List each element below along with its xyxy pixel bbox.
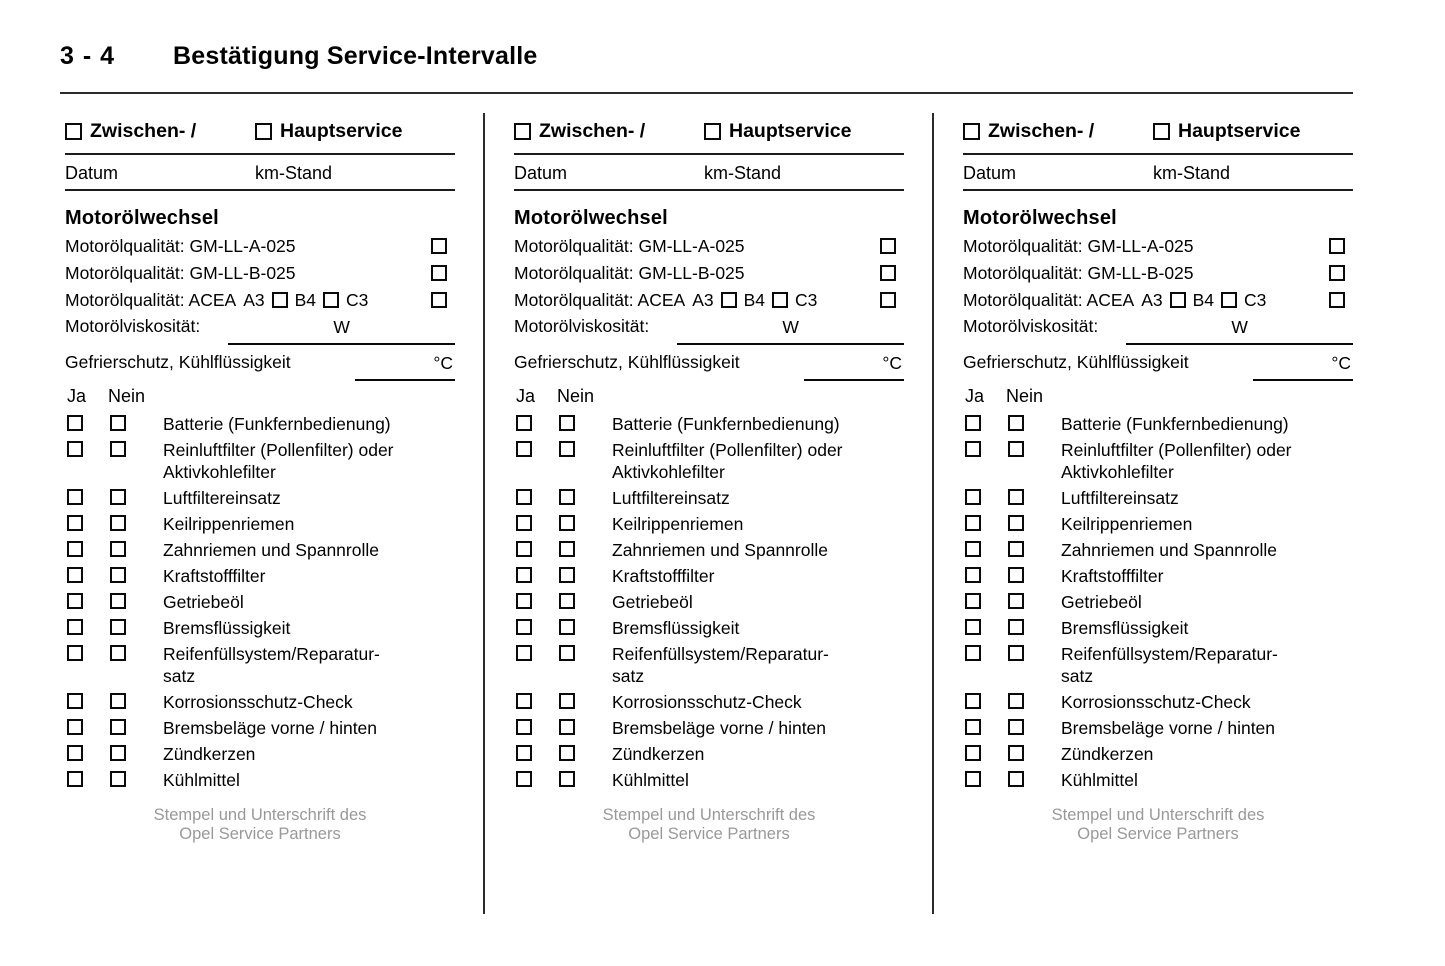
hauptservice-checkbox[interactable] xyxy=(255,123,272,140)
nein-checkbox[interactable] xyxy=(110,719,126,735)
nein-checkbox[interactable] xyxy=(110,745,126,761)
checklist-row xyxy=(514,717,904,739)
nein-checkbox[interactable] xyxy=(1008,745,1024,761)
coolant-row xyxy=(963,352,1353,381)
checklist-item-label: Bremsbeläge vorne / hinten xyxy=(163,718,378,738)
oil-quality-a-label: Motorölqualität: GM-LL-A-025 xyxy=(963,235,1194,256)
nein-checkbox[interactable] xyxy=(1008,489,1024,505)
checklist-item-label: Korrosionsschutz-Check xyxy=(612,692,802,712)
nein-checkbox[interactable] xyxy=(1008,567,1024,583)
ja-checkbox[interactable] xyxy=(965,719,981,735)
nein-checkbox[interactable] xyxy=(1008,441,1024,457)
nein-checkbox[interactable] xyxy=(559,489,575,505)
acea-label: Motorölqualität: ACEA xyxy=(65,289,237,310)
nein-column-label: Nein xyxy=(108,386,146,406)
nein-checkbox[interactable] xyxy=(559,745,575,761)
coolant-unit: °C xyxy=(882,353,902,373)
section-number: 3 - 4 xyxy=(60,42,116,70)
ja-checkbox[interactable] xyxy=(516,693,532,709)
acea-option-a3-label: A3 xyxy=(1141,289,1163,310)
checklist-row xyxy=(963,743,1353,765)
service-card xyxy=(65,113,455,914)
checklist-row xyxy=(514,413,904,435)
acea-quality-row xyxy=(65,289,455,311)
ja-checkbox[interactable] xyxy=(516,719,532,735)
nein-checkbox[interactable] xyxy=(110,541,126,557)
hauptservice-checkbox[interactable] xyxy=(704,123,721,140)
checklist-row xyxy=(963,413,1353,435)
checklist-item-label: Keilrippenriemen xyxy=(163,514,295,534)
date-label: Datum xyxy=(514,163,568,183)
acea-quality-row xyxy=(963,289,1353,311)
viscosity-unit: W xyxy=(1231,317,1248,337)
zwischenservice-checkbox[interactable] xyxy=(65,123,82,140)
nein-checkbox[interactable] xyxy=(1008,415,1024,431)
checklist-item-label: Zahnriemen und Spannrolle xyxy=(612,540,828,560)
header-divider xyxy=(514,153,904,155)
record-fields-row xyxy=(963,163,1353,183)
ja-checkbox[interactable] xyxy=(965,745,981,761)
nein-checkbox[interactable] xyxy=(559,415,575,431)
checklist-item-label: Bremsbeläge vorne / hinten xyxy=(1061,718,1276,738)
viscosity-label: Motorölviskosität: xyxy=(963,316,1099,336)
ja-checkbox[interactable] xyxy=(516,567,532,583)
nein-column-label: Nein xyxy=(1006,386,1044,406)
ja-checkbox[interactable] xyxy=(965,645,981,661)
ja-checkbox[interactable] xyxy=(67,593,83,609)
coolant-row xyxy=(514,352,904,381)
nein-checkbox[interactable] xyxy=(559,515,575,531)
oil-quality-row-a xyxy=(514,235,904,257)
service-type-header xyxy=(514,120,904,143)
oil-quality-row-b xyxy=(963,262,1353,284)
checklist-row xyxy=(514,617,904,639)
zwischenservice-option xyxy=(514,120,704,143)
checklist-item-label: Reifenfüllsystem/Reparatur- satz xyxy=(1061,644,1278,686)
nein-checkbox[interactable] xyxy=(110,489,126,505)
ja-checkbox[interactable] xyxy=(67,441,83,457)
date-label: Datum xyxy=(65,163,119,183)
nein-checkbox[interactable] xyxy=(559,693,575,709)
oil-quality-b-checkbox[interactable] xyxy=(431,265,447,281)
ja-checkbox[interactable] xyxy=(516,771,532,787)
checklist xyxy=(963,413,1353,791)
nein-checkbox[interactable] xyxy=(110,645,126,661)
oil-quality-a-label: Motorölqualität: GM-LL-A-025 xyxy=(514,235,745,256)
checklist xyxy=(65,413,455,791)
hauptservice-label: Hauptservice xyxy=(729,120,852,142)
checklist-row xyxy=(963,717,1353,739)
checklist-item-label: Batterie (Funkfernbedienung) xyxy=(163,414,391,434)
hauptservice-option xyxy=(704,120,904,143)
ja-checkbox[interactable] xyxy=(965,567,981,583)
nein-column-label: Nein xyxy=(557,386,595,406)
acea-option-c3-label: C3 xyxy=(1244,289,1267,310)
yes-no-header xyxy=(514,386,904,406)
hauptservice-checkbox[interactable] xyxy=(1153,123,1170,140)
viscosity-label: Motorölviskosität: xyxy=(65,316,201,336)
checklist-row xyxy=(963,617,1353,639)
checklist-row xyxy=(514,439,904,483)
zwischenservice-label: Zwischen- / xyxy=(988,120,1095,142)
nein-checkbox[interactable] xyxy=(1008,719,1024,735)
viscosity-label: Motorölviskosität: xyxy=(514,316,650,336)
nein-checkbox[interactable] xyxy=(110,415,126,431)
ja-column-label: Ja xyxy=(516,386,536,406)
ja-checkbox[interactable] xyxy=(516,441,532,457)
checklist-item-label: Getriebeöl xyxy=(1061,592,1142,612)
nein-checkbox[interactable] xyxy=(1008,593,1024,609)
acea-option-b4-label: B4 xyxy=(294,289,317,310)
service-type-header xyxy=(963,120,1353,143)
ja-checkbox[interactable] xyxy=(516,645,532,661)
checklist-row xyxy=(65,717,455,739)
acea-option-a3-checkbox[interactable] xyxy=(721,292,737,308)
nein-checkbox[interactable] xyxy=(559,441,575,457)
coolant-fill-line[interactable] xyxy=(355,352,455,381)
checklist-item-label: Keilrippenriemen xyxy=(612,514,744,534)
viscosity-row xyxy=(65,316,455,345)
viscosity-row xyxy=(963,316,1353,345)
ja-column-label: Ja xyxy=(965,386,985,406)
checklist-item-label: Reinluftfilter (Pollenfilter) oder Aktivkohlefilter xyxy=(1061,440,1292,482)
nein-checkbox[interactable] xyxy=(1008,541,1024,557)
coolant-label: Gefrierschutz, Kühlflüssigkeit xyxy=(514,352,740,372)
checklist-row xyxy=(963,769,1353,791)
viscosity-row xyxy=(514,316,904,345)
page-header xyxy=(60,42,1413,71)
acea-option-b4-checkbox[interactable] xyxy=(323,292,339,308)
ja-checkbox[interactable] xyxy=(965,515,981,531)
record-fields-divider xyxy=(514,189,904,191)
oil-quality-a-checkbox[interactable] xyxy=(1329,238,1345,254)
ja-checkbox[interactable] xyxy=(965,489,981,505)
stamp-note-line-1: Stempel und Unterschrift des xyxy=(1051,806,1265,824)
acea-option-c3-checkbox[interactable] xyxy=(880,292,896,308)
acea-option-b4-label: B4 xyxy=(1192,289,1215,310)
acea-label: Motorölqualität: ACEA xyxy=(514,289,686,310)
oil-quality-b-label: Motorölqualität: GM-LL-B-025 xyxy=(65,262,296,283)
stamp-note xyxy=(514,806,904,843)
checklist-row xyxy=(963,591,1353,613)
checklist-row xyxy=(65,439,455,483)
coolant-fill-line[interactable] xyxy=(804,352,904,381)
ja-checkbox[interactable] xyxy=(67,515,83,531)
checklist-row xyxy=(65,617,455,639)
record-fields-divider xyxy=(65,189,455,191)
checklist-item-label: Kühlmittel xyxy=(612,770,689,790)
ja-checkbox[interactable] xyxy=(965,771,981,787)
checklist-row xyxy=(963,513,1353,535)
acea-option-a3-checkbox[interactable] xyxy=(272,292,288,308)
nein-checkbox[interactable] xyxy=(559,645,575,661)
viscosity-fill-line[interactable] xyxy=(677,316,904,345)
ja-column-label: Ja xyxy=(67,386,87,406)
checklist-item-label: Reifenfüllsystem/Reparatur- satz xyxy=(612,644,829,686)
header-divider xyxy=(963,153,1353,155)
viscosity-fill-line[interactable] xyxy=(228,316,455,345)
acea-option-a3-label: A3 xyxy=(692,289,714,310)
checklist-item-label: Keilrippenriemen xyxy=(1061,514,1193,534)
nein-checkbox[interactable] xyxy=(1008,645,1024,661)
checklist-row xyxy=(514,743,904,765)
checklist-row xyxy=(65,413,455,435)
coolant-row xyxy=(65,352,455,381)
checklist-item-label: Korrosionsschutz-Check xyxy=(163,692,353,712)
stamp-note xyxy=(65,806,455,843)
acea-option-c3-checkbox[interactable] xyxy=(1329,292,1345,308)
checklist-item-label: Zündkerzen xyxy=(612,744,705,764)
zwischenservice-option xyxy=(65,120,255,143)
checklist-item-label: Bremsflüssigkeit xyxy=(1061,618,1189,638)
zwischenservice-checkbox[interactable] xyxy=(514,123,531,140)
checklist-item-label: Zündkerzen xyxy=(163,744,256,764)
oil-quality-row-b xyxy=(65,262,455,284)
ja-checkbox[interactable] xyxy=(965,541,981,557)
date-label: Datum xyxy=(963,163,1017,183)
nein-checkbox[interactable] xyxy=(110,619,126,635)
ja-checkbox[interactable] xyxy=(67,567,83,583)
checklist-item-label: Luftfiltereinsatz xyxy=(612,488,730,508)
odometer-label: km-Stand xyxy=(255,163,333,183)
checklist-item-label: Batterie (Funkfernbedienung) xyxy=(612,414,840,434)
nein-checkbox[interactable] xyxy=(110,441,126,457)
checklist-item-label: Kühlmittel xyxy=(163,770,240,790)
oil-quality-b-checkbox[interactable] xyxy=(1329,265,1345,281)
ja-checkbox[interactable] xyxy=(67,489,83,505)
oil-change-heading: Motorölwechsel xyxy=(514,207,668,229)
checklist-item-label: Korrosionsschutz-Check xyxy=(1061,692,1251,712)
checklist-item-label: Reinluftfilter (Pollenfilter) oder Aktivkohlefilter xyxy=(163,440,394,482)
coolant-unit: °C xyxy=(433,353,453,373)
stamp-note-line-1: Stempel und Unterschrift des xyxy=(602,806,816,824)
checklist-row xyxy=(514,565,904,587)
coolant-label: Gefrierschutz, Kühlflüssigkeit xyxy=(65,352,291,372)
checklist-row xyxy=(963,565,1353,587)
checklist-row xyxy=(514,691,904,713)
oil-quality-row-a xyxy=(65,235,455,257)
nein-checkbox[interactable] xyxy=(1008,771,1024,787)
stamp-note xyxy=(963,806,1353,843)
checklist-row xyxy=(514,643,904,687)
ja-checkbox[interactable] xyxy=(965,619,981,635)
hauptservice-label: Hauptservice xyxy=(1178,120,1301,142)
ja-checkbox[interactable] xyxy=(965,415,981,431)
oil-quality-a-checkbox[interactable] xyxy=(880,238,896,254)
ja-checkbox[interactable] xyxy=(516,619,532,635)
checklist-item-label: Getriebeöl xyxy=(612,592,693,612)
checklist-item-label: Bremsflüssigkeit xyxy=(163,618,291,638)
ja-checkbox[interactable] xyxy=(67,619,83,635)
checklist-row xyxy=(65,487,455,509)
ja-checkbox[interactable] xyxy=(67,719,83,735)
ja-checkbox[interactable] xyxy=(67,745,83,761)
checklist xyxy=(514,413,904,791)
yes-no-header xyxy=(65,386,455,406)
checklist-row xyxy=(514,769,904,791)
checklist-item-label: Reinluftfilter (Pollenfilter) oder Aktivkohlefilter xyxy=(612,440,843,482)
nein-checkbox[interactable] xyxy=(110,567,126,583)
nein-checkbox[interactable] xyxy=(1008,619,1024,635)
checklist-item-label: Zahnriemen und Spannrolle xyxy=(1061,540,1277,560)
oil-quality-a-checkbox[interactable] xyxy=(431,238,447,254)
nein-checkbox[interactable] xyxy=(559,567,575,583)
checklist-row xyxy=(65,591,455,613)
checklist-row xyxy=(963,691,1353,713)
coolant-unit: °C xyxy=(1331,353,1351,373)
acea-option-a3-checkbox[interactable] xyxy=(1170,292,1186,308)
hauptservice-label: Hauptservice xyxy=(280,120,403,142)
oil-quality-b-checkbox[interactable] xyxy=(880,265,896,281)
checklist-row xyxy=(514,539,904,561)
nein-checkbox[interactable] xyxy=(1008,515,1024,531)
nein-checkbox[interactable] xyxy=(559,541,575,557)
viscosity-fill-line[interactable] xyxy=(1126,316,1353,345)
page-title: Bestätigung Service-Intervalle xyxy=(173,42,538,70)
checklist-item-label: Zahnriemen und Spannrolle xyxy=(163,540,379,560)
ja-checkbox[interactable] xyxy=(516,745,532,761)
checklist-item-label: Batterie (Funkfernbedienung) xyxy=(1061,414,1289,434)
ja-checkbox[interactable] xyxy=(67,645,83,661)
checklist-row xyxy=(514,591,904,613)
acea-label: Motorölqualität: ACEA xyxy=(963,289,1135,310)
stamp-note-line-2: Opel Service Partners xyxy=(1077,824,1239,843)
nein-checkbox[interactable] xyxy=(110,515,126,531)
ja-checkbox[interactable] xyxy=(516,541,532,557)
checklist-row xyxy=(65,539,455,561)
ja-checkbox[interactable] xyxy=(516,489,532,505)
ja-checkbox[interactable] xyxy=(516,515,532,531)
nein-checkbox[interactable] xyxy=(110,771,126,787)
checklist-row xyxy=(65,565,455,587)
nein-checkbox[interactable] xyxy=(559,771,575,787)
checklist-row xyxy=(65,769,455,791)
oil-change-heading: Motorölwechsel xyxy=(65,207,219,229)
coolant-label: Gefrierschutz, Kühlflüssigkeit xyxy=(963,352,1189,372)
zwischenservice-option xyxy=(963,120,1153,143)
acea-option-c3-label: C3 xyxy=(346,289,369,310)
checklist-item-label: Bremsbeläge vorne / hinten xyxy=(612,718,827,738)
checklist-item-label: Luftfiltereinsatz xyxy=(163,488,281,508)
acea-option-c3-checkbox[interactable] xyxy=(431,292,447,308)
header-divider xyxy=(65,153,455,155)
stamp-note-line-1: Stempel und Unterschrift des xyxy=(153,806,367,824)
ja-checkbox[interactable] xyxy=(965,593,981,609)
checklist-item-label: Kraftstofffilter xyxy=(612,566,715,586)
checklist-item-label: Zündkerzen xyxy=(1061,744,1154,764)
odometer-label: km-Stand xyxy=(704,163,782,183)
ja-checkbox[interactable] xyxy=(67,771,83,787)
viscosity-unit: W xyxy=(333,317,350,337)
checklist-row xyxy=(963,643,1353,687)
hauptservice-option xyxy=(1153,120,1353,143)
nein-checkbox[interactable] xyxy=(110,593,126,609)
oil-quality-row-a xyxy=(963,235,1353,257)
ja-checkbox[interactable] xyxy=(67,541,83,557)
oil-quality-b-label: Motorölqualität: GM-LL-B-025 xyxy=(963,262,1194,283)
oil-quality-b-label: Motorölqualität: GM-LL-B-025 xyxy=(514,262,745,283)
checklist-item-label: Luftfiltereinsatz xyxy=(1061,488,1179,508)
oil-quality-row-b xyxy=(514,262,904,284)
service-card xyxy=(932,113,1353,914)
service-card xyxy=(483,113,904,914)
ja-checkbox[interactable] xyxy=(67,415,83,431)
checklist-item-label: Kühlmittel xyxy=(1061,770,1138,790)
acea-quality-row xyxy=(514,289,904,311)
title-divider xyxy=(60,92,1353,94)
ja-checkbox[interactable] xyxy=(67,693,83,709)
zwischenservice-label: Zwischen- / xyxy=(90,120,197,142)
acea-option-b4-checkbox[interactable] xyxy=(1221,292,1237,308)
record-fields-divider xyxy=(963,189,1353,191)
ja-checkbox[interactable] xyxy=(965,693,981,709)
acea-option-b4-label: B4 xyxy=(743,289,766,310)
ja-checkbox[interactable] xyxy=(516,415,532,431)
checklist-row xyxy=(514,487,904,509)
zwischenservice-checkbox[interactable] xyxy=(963,123,980,140)
acea-option-c3-label: C3 xyxy=(795,289,818,310)
oil-change-heading: Motorölwechsel xyxy=(963,207,1117,229)
odometer-label: km-Stand xyxy=(1153,163,1231,183)
record-fields-row xyxy=(65,163,455,183)
yes-no-header xyxy=(963,386,1353,406)
coolant-fill-line[interactable] xyxy=(1253,352,1353,381)
checklist-row xyxy=(963,487,1353,509)
acea-option-a3-label: A3 xyxy=(243,289,265,310)
checklist-item-label: Kraftstofffilter xyxy=(1061,566,1164,586)
oil-quality-a-label: Motorölqualität: GM-LL-A-025 xyxy=(65,235,296,256)
stamp-note-line-2: Opel Service Partners xyxy=(179,824,341,843)
nein-checkbox[interactable] xyxy=(559,619,575,635)
checklist-row xyxy=(65,643,455,687)
ja-checkbox[interactable] xyxy=(965,441,981,457)
nein-checkbox[interactable] xyxy=(559,593,575,609)
record-fields-row xyxy=(514,163,904,183)
checklist-item-label: Bremsflüssigkeit xyxy=(612,618,740,638)
checklist-row xyxy=(65,743,455,765)
checklist-item-label: Kraftstofffilter xyxy=(163,566,266,586)
checklist-item-label: Getriebeöl xyxy=(163,592,244,612)
acea-option-b4-checkbox[interactable] xyxy=(772,292,788,308)
hauptservice-option xyxy=(255,120,455,143)
service-type-header xyxy=(65,120,455,143)
checklist-row xyxy=(65,513,455,535)
nein-checkbox[interactable] xyxy=(559,719,575,735)
checklist-row xyxy=(963,539,1353,561)
service-cards xyxy=(65,113,1413,914)
nein-checkbox[interactable] xyxy=(110,693,126,709)
checklist-row xyxy=(65,691,455,713)
ja-checkbox[interactable] xyxy=(516,593,532,609)
checklist-item-label: Reifenfüllsystem/Reparatur- satz xyxy=(163,644,380,686)
zwischenservice-label: Zwischen- / xyxy=(539,120,646,142)
viscosity-unit: W xyxy=(782,317,799,337)
nein-checkbox[interactable] xyxy=(1008,693,1024,709)
stamp-note-line-2: Opel Service Partners xyxy=(628,824,790,843)
checklist-row xyxy=(963,439,1353,483)
checklist-row xyxy=(514,513,904,535)
